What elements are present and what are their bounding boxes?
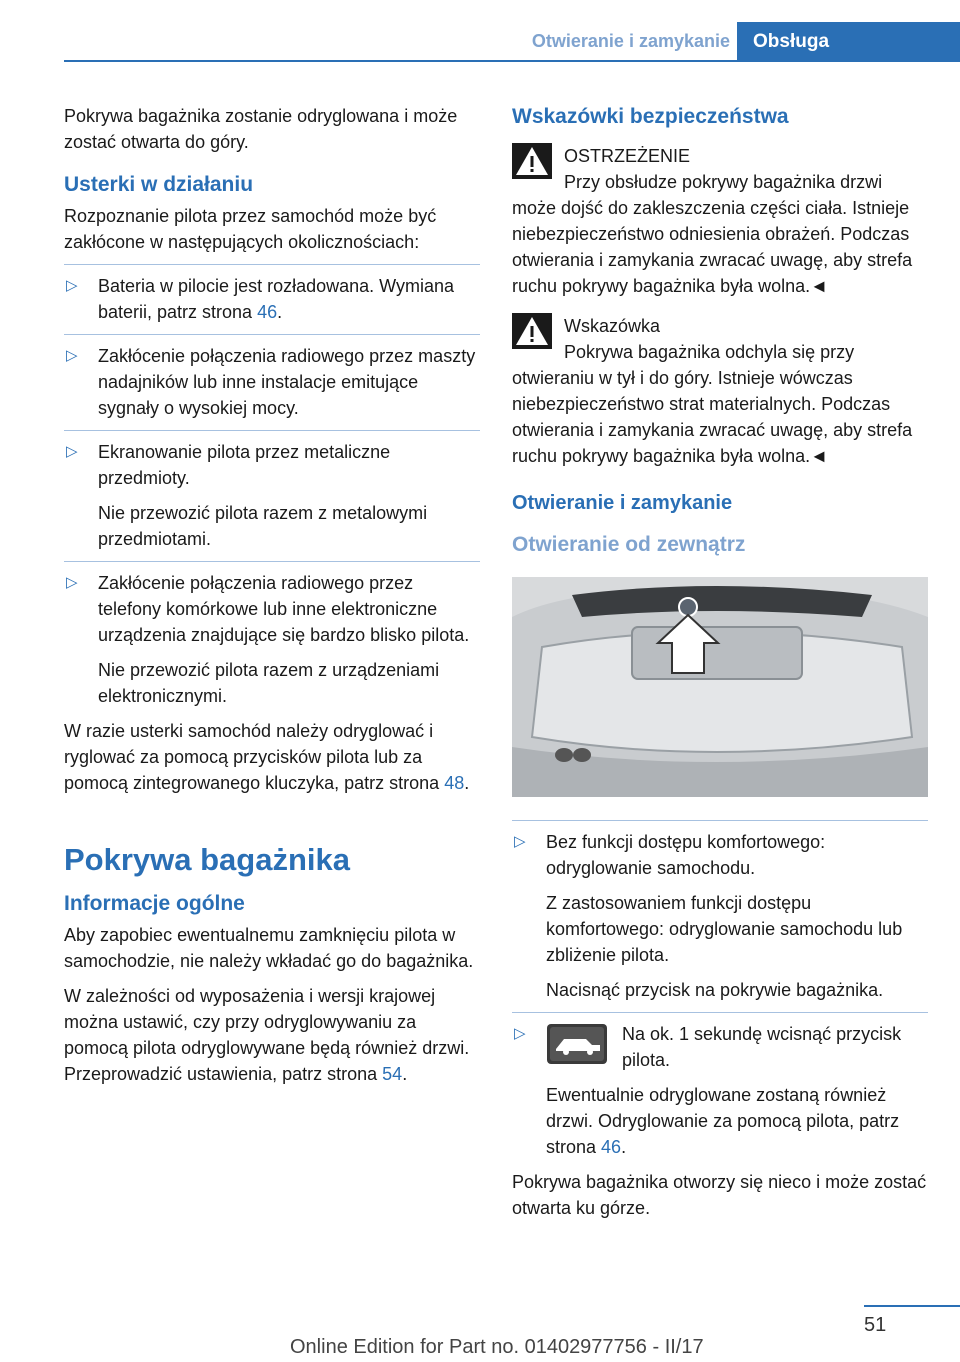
bullet-triangle-icon: ▷ [66,277,78,294]
note-block [512,313,928,469]
note-title: Wskazówka [564,316,661,336]
general-paragraph-2: W zależności od wyposażenia i wersji krajowej można ustawić, czy przy odryglowywaniu za pomocą pilota odryglowywane będą również drzwi. Przeprowadzić ustawienia, patrz strona 54. [64,986,470,1084]
note-text: Pokrywa bagażnika odchyla się przy otwieraniu w tył i do góry. Istnieje wówczas niebezpieczeństwo strat materialnych. Podczas otwierania i zamykania zwracać uwagę, aby strefa ruchu pokrywy bagażnika była wolna.◄ [512,342,913,466]
trunk-heading: Pokrywa bagażnika [64,842,351,877]
warning-icon [512,143,552,179]
malfunction-text: Rozpoznanie pilota przez samochód może być zakłócone w następujących okolicznościach: [64,206,437,252]
list-item-text: Na ok. 1 sekundę wcisnąć przycisk pilota. [622,1024,902,1070]
header-rule [64,60,960,62]
list-item-text: Zakłócenie połączenia radiowego przez telefony komórkowe lub inne elektroniczne urządzenia znajdujące się bardzo blisko pilota. [98,573,470,645]
bullet-triangle-icon: ▷ [514,1025,526,1042]
list-item-subtext: Z zastosowaniem funkcji dostępu komfortowego: odryglowanie samochodu lub zbliżenie pilota. [546,893,903,965]
fallback-paragraph: W razie usterki samochód należy odryglować i ryglować za pomocą przycisków pilota lub za pomocą zintegrowanego kluczyka, patrz strona 48. [64,721,470,793]
page-link[interactable]: 54 [382,1064,403,1084]
bullet-triangle-icon: ▷ [66,574,78,591]
list-item-text: Ekranowanie pilota przez metaliczne przedmioty. [98,442,391,488]
intro-paragraph: Pokrywa bagażnika zostanie odryglowana i może zostać otwarta do góry. [64,106,458,152]
list-item [512,1012,928,1160]
general-heading: Informacje ogólne [64,892,245,915]
header-section-title: Otwieranie i zamykanie [531,31,730,51]
safety-heading: Wskazówki bezpieczeństwa [512,105,789,128]
header-tab: Obsługa [737,22,960,62]
page-link[interactable]: 48 [444,773,465,793]
left-column [64,103,480,1096]
open-close-heading: Otwieranie i zamykanie [512,492,733,514]
warning-text: Przy obsłudze pokrywy bagażnika drzwi może dojść do zakleszczenia części ciała. Istnieje niebezpieczeństwo odniesienia obrażeń. Podczas otwierania i zamykania zwracać uwagę, aby strefa ruchu pokrywy bagażnika była wolna.◄ [512,172,913,296]
bullet-triangle-icon: ▷ [66,443,78,460]
trunk-key-button-icon [546,1023,608,1065]
warning-title: OSTRZEŻENIE [564,146,691,166]
edition-line: Online Edition for Part no. 01402977756 - II/17 [290,1336,704,1358]
footer-rule [864,1305,960,1307]
page-number: 51 [864,1314,887,1336]
key-button-row [546,1021,928,1073]
list-item [64,334,480,421]
list-item [512,820,928,1003]
general-paragraph-1: Aby zapobiec ewentualnemu zamknięciu pilota w samochodzie, nie należy wkładać go do bagażnika. [64,925,474,971]
closing-paragraph: Pokrywa bagażnika otworzy się nieco i może zostać otwarta ku górze. [512,1172,927,1218]
list-item-subtext: Nie przewozić pilota razem z metalowymi przedmiotami. [98,503,428,549]
list-item-subtext: Nie przewozić pilota razem z urządzeniami elektronicznymi. [98,660,440,706]
bullet-triangle-icon: ▷ [66,347,78,364]
list-item-text: Bez funkcji dostępu komfortowego: odryglowanie samochodu. [546,832,826,878]
page-link[interactable]: 46 [257,302,278,322]
car-rear-illustration [512,577,928,797]
list-item [64,264,480,325]
list-item [64,430,480,552]
warning-block [512,143,928,299]
right-column [512,103,928,1230]
list-item-text: Zakłócenie połączenia radiowego przez maszty nadajników lub inne instalacje emitujące sygnały o wysokiej mocy. [98,346,476,418]
list-item-subtext: Nacisnąć przycisk na pokrywie bagażnika. [546,980,884,1000]
caution-icon [512,313,552,349]
list-item [64,561,480,709]
malfunction-heading: Usterki w działaniu [64,173,254,196]
page-link[interactable]: 46 [601,1137,622,1157]
outside-opening-heading: Otwieranie od zewnątrz [512,533,746,556]
list-item-text: Bateria w pilocie jest rozładowana. Wymiana baterii, patrz strona 46. [98,276,455,322]
list-item-subtext: Ewentualnie odryglowane zostaną również drzwi. Odryglowanie za pomocą pilota, patrz strona 46. [546,1085,900,1157]
bullet-triangle-icon: ▷ [514,833,526,850]
